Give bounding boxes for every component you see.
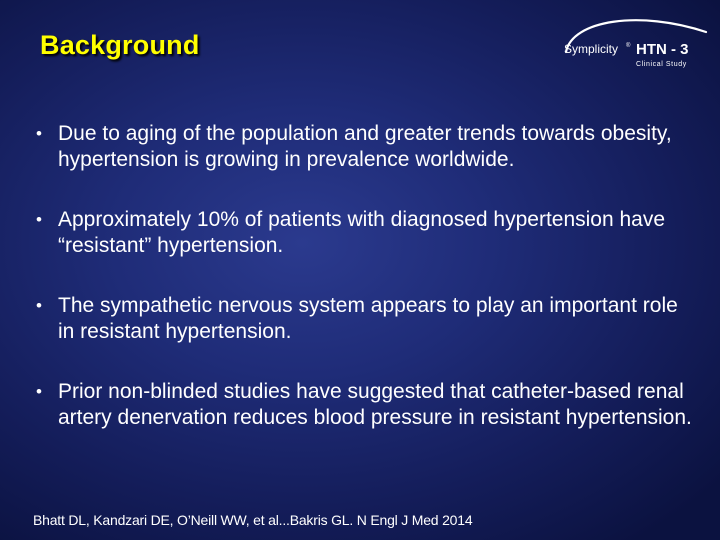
logo-graphic [556, 12, 712, 80]
citation: Bhatt DL, Kandzari DE, O’Neill WW, et al...Bakris GL. N Engl J Med 2014 [33, 512, 473, 528]
bullet-dot: • [36, 382, 42, 401]
bullet-text: Approximately 10% of patients with diagnosed hypertension have “resistant” hypertension. [58, 208, 666, 257]
logo-brand-mark: ® [626, 43, 631, 49]
logo-brand: Symplicity [564, 42, 619, 56]
slide-title: Background [40, 30, 200, 60]
bullet-item [36, 379, 696, 431]
symplicity-htn3-logo [556, 12, 712, 80]
bullet-dot: • [36, 124, 42, 143]
bullet-text: Prior non-blinded studies have suggested that catheter-based renal artery denervation reduces blood pressure in resistant hypertension. [58, 380, 692, 429]
bullet-item [36, 121, 696, 173]
bullet-item [36, 293, 696, 345]
bullet-item [36, 207, 696, 259]
bullet-dot: • [36, 210, 42, 229]
bullet-list [36, 121, 696, 465]
bullet-text: Due to aging of the population and greater trends towards obesity, hypertension is growing in prevalence worldwide. [58, 122, 672, 171]
logo-product: HTN - 3 [636, 41, 689, 58]
bullet-text: The sympathetic nervous system appears to play an important role in resistant hypertension. [58, 294, 678, 343]
logo-subtitle: Clinical Study [636, 61, 687, 68]
bullet-dot: • [36, 296, 42, 315]
